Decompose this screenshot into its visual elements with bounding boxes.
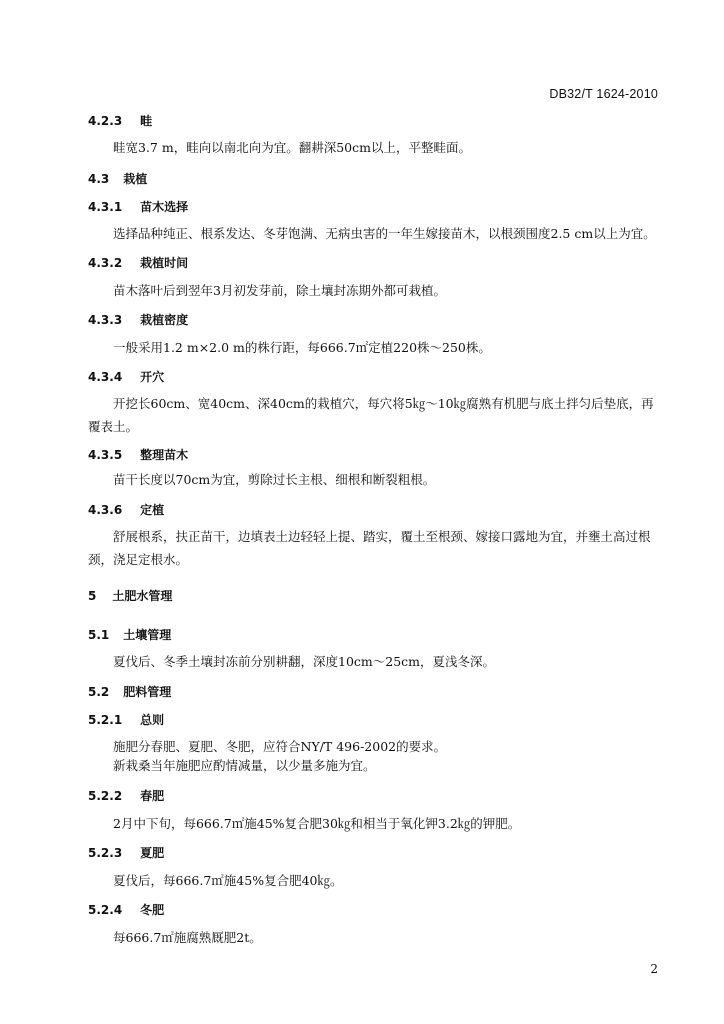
document-code: DB32/T 1624-2010 — [549, 87, 658, 101]
section-title: 栽植 — [123, 172, 148, 186]
paragraph: 夏伐后，每666.7㎡施45%复合肥40㎏。 — [113, 873, 343, 888]
paragraph: 新栽桑当年施肥应酌情减量，以少量多施为宜。 — [113, 758, 376, 773]
section-heading — [88, 112, 152, 129]
paragraph: 苗木落叶后到翌年3月初发芽前，除土壤封冻期外都可栽植。 — [113, 283, 446, 298]
section-heading — [88, 787, 164, 804]
section-title: 春肥 — [140, 789, 165, 803]
section-title: 肥料管理 — [123, 685, 172, 699]
section-heading — [88, 501, 164, 518]
section-title: 土壤管理 — [123, 628, 172, 642]
section-title: 苗木选择 — [140, 200, 189, 214]
section-number: 5.2 — [88, 685, 110, 699]
paragraph: 2月中下旬，每666.7㎡施45%复合肥30㎏和相当于氧化钾3.2㎏的钾肥。 — [113, 816, 521, 831]
section-number: 4.3.4 — [88, 370, 123, 384]
section-number: 4.3.2 — [88, 256, 123, 270]
page-number: 2 — [650, 962, 658, 976]
section-number: 4.3.5 — [88, 448, 123, 462]
section-heading — [88, 711, 164, 728]
section-heading — [88, 170, 147, 187]
section-title: 定植 — [140, 503, 165, 517]
section-number: 4.2.3 — [88, 114, 123, 128]
section-number: 5 — [88, 589, 97, 603]
section-title: 开穴 — [140, 370, 165, 384]
section-title: 整理苗木 — [140, 448, 189, 462]
section-heading — [88, 901, 164, 918]
paragraph: 畦宽3.7 m，畦向以南北向为宜。翻耕深50cm以上，平整畦面。 — [113, 140, 471, 155]
section-heading — [88, 446, 188, 463]
section-title: 栽植密度 — [140, 313, 189, 327]
section-heading — [88, 626, 171, 643]
section-title: 夏肥 — [140, 846, 165, 860]
section-title: 总则 — [140, 713, 165, 727]
section-number: 4.3.1 — [88, 200, 123, 214]
section-heading — [88, 683, 171, 700]
section-number: 5.2.4 — [88, 903, 123, 917]
section-heading — [88, 587, 172, 604]
paragraph: 选择品种纯正、根系发达、冬芽饱满、无病虫害的一年生嫁接苗木，以根颈围度2.5 cm以上为宜。 — [113, 226, 656, 241]
section-heading — [88, 198, 188, 215]
section-title: 冬肥 — [140, 903, 165, 917]
section-number: 5.2.3 — [88, 846, 123, 860]
section-heading — [88, 311, 188, 328]
section-number: 5.2.2 — [88, 789, 123, 803]
section-number: 5.2.1 — [88, 713, 123, 727]
section-number: 4.3.3 — [88, 313, 123, 327]
section-heading — [88, 368, 164, 385]
section-title: 土肥水管理 — [112, 589, 173, 603]
section-number: 4.3 — [88, 172, 110, 186]
paragraph: 舒展根系，扶正苗干，边填表土边轻轻上提、踏实，覆土至根颈、嫁接口露地为宜，并壅土高过根颈，浇足定根水。 — [88, 529, 651, 567]
section-number: 4.3.6 — [88, 503, 123, 517]
section-title: 栽植时间 — [140, 256, 189, 270]
paragraph: 每666.7㎡施腐熟厩肥2t。 — [113, 930, 262, 945]
section-title: 畦 — [140, 114, 153, 128]
paragraph: 施肥分春肥、夏肥、冬肥，应符合NY/T 496-2002的要求。 — [113, 739, 447, 754]
section-number: 5.1 — [88, 628, 110, 642]
paragraph: 开挖长60cm、宽40cm、深40cm的栽植穴，每穴将5㎏～10㎏腐熟有机肥与底土拌匀后垫底，再覆表土。 — [88, 396, 654, 434]
section-heading — [88, 844, 164, 861]
section-heading — [88, 254, 188, 271]
paragraph: 一般采用1.2 m×2.0 m的株行距，每666.7㎡定植220株～250株。 — [113, 340, 491, 355]
paragraph: 夏伐后、冬季土壤封冻前分别耕翻，深度10cm～25cm，夏浅冬深。 — [113, 654, 496, 669]
paragraph: 苗干长度以70cm为宜，剪除过长主根、细根和断裂粗根。 — [113, 472, 436, 487]
